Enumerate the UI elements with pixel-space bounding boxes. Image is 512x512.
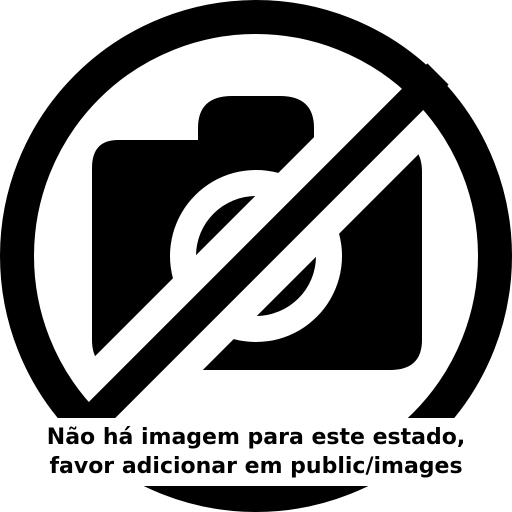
placeholder-caption xyxy=(0,418,512,486)
caption-line-2: favor adicionar em public/images xyxy=(49,454,463,479)
caption-line-1: Não há imagem para este estado, xyxy=(46,425,466,450)
